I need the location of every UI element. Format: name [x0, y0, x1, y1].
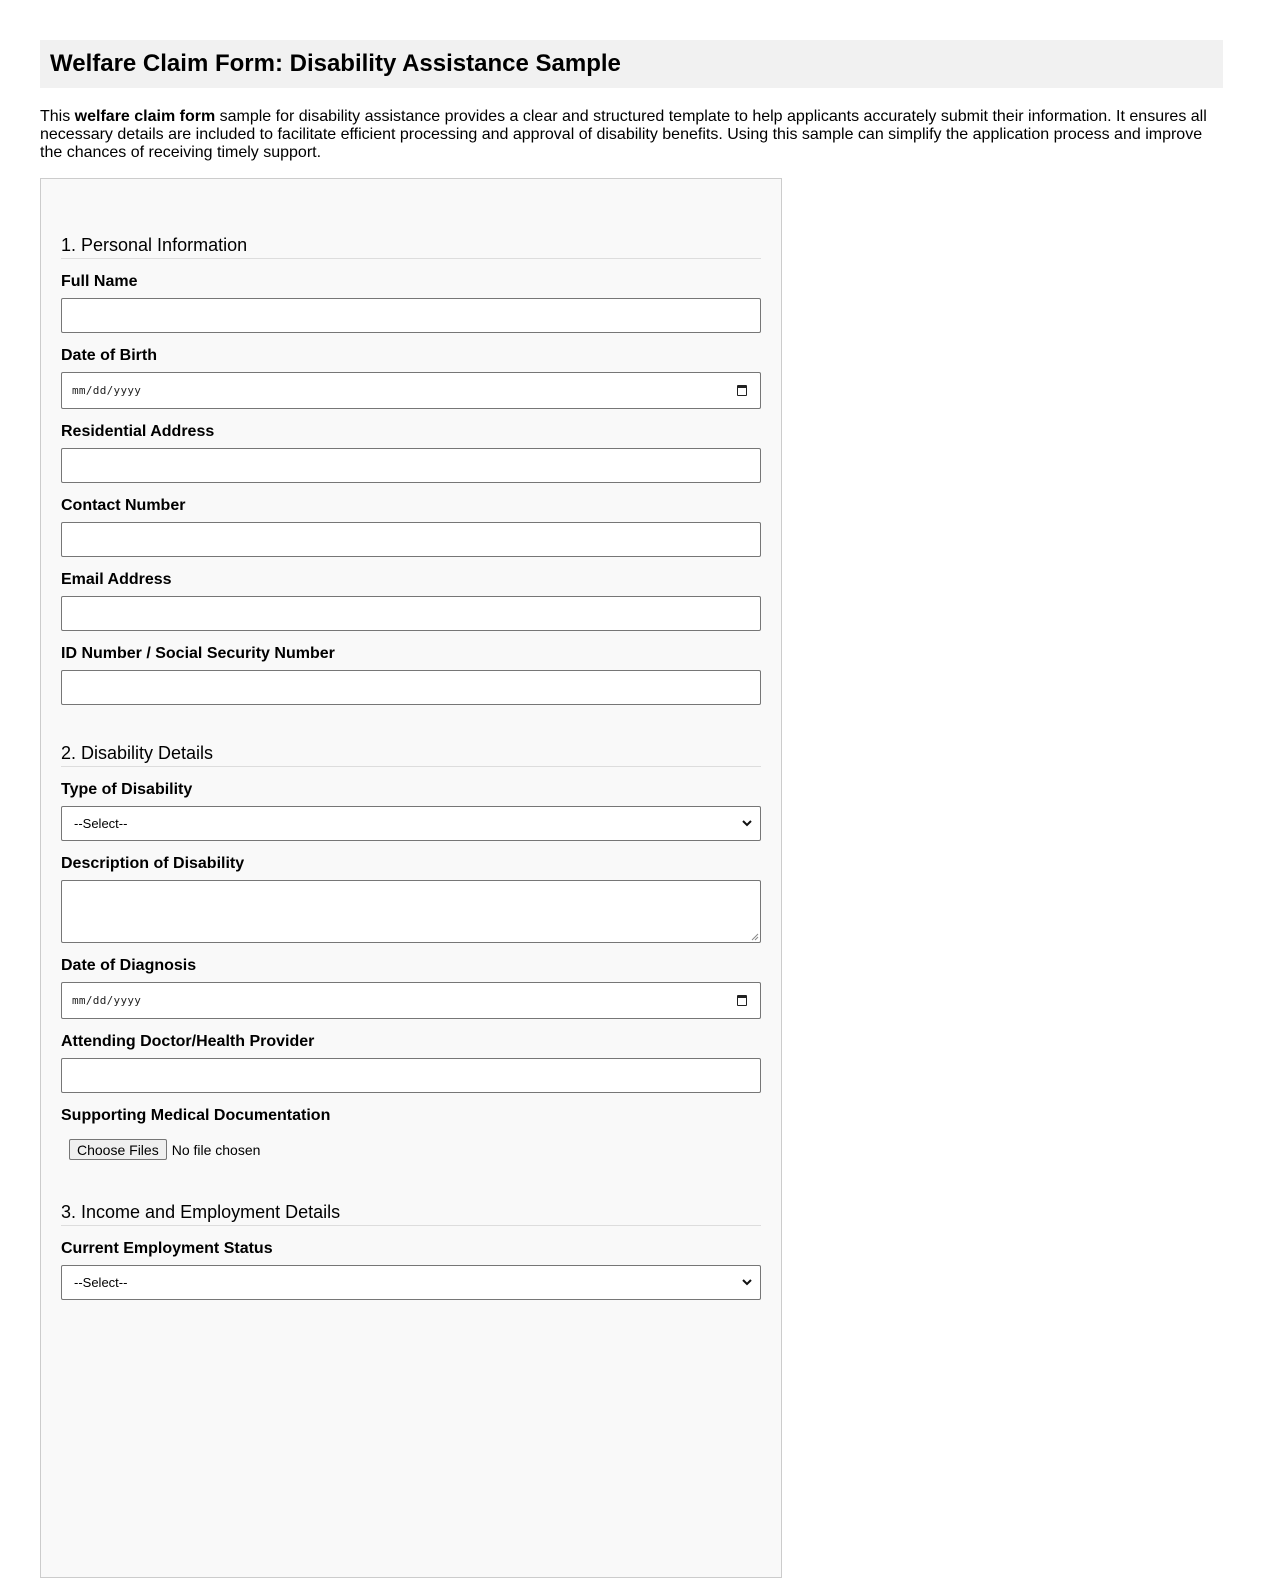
- doctor-label: Attending Doctor/Health Provider: [61, 1033, 315, 1050]
- full-name-input[interactable]: [61, 298, 761, 333]
- employment-status-label: Current Employment Status: [61, 1240, 273, 1257]
- disability-type-label: Type of Disability: [61, 781, 193, 798]
- address-input[interactable]: [61, 448, 761, 483]
- resize-grip-icon[interactable]: [751, 933, 759, 941]
- choose-files-button[interactable]: Choose Files: [69, 1139, 167, 1160]
- claim-form: [40, 178, 782, 1578]
- disability-type-value: --Select--: [74, 816, 128, 831]
- doctor-input[interactable]: [61, 1058, 761, 1093]
- chevron-down-icon: [740, 816, 754, 830]
- documents-file-input[interactable]: [61, 1139, 761, 1160]
- section-disability-details: 2. Disability Details: [61, 735, 761, 767]
- diagnosis-date-label: Date of Diagnosis: [61, 957, 197, 974]
- file-status: No file chosen: [171, 1141, 261, 1158]
- email-label: Email Address: [61, 571, 172, 588]
- section-personal-info: 1. Personal Information: [61, 227, 761, 259]
- dob-placeholder: mm/dd/yyyy: [72, 384, 142, 397]
- id-number-label: ID Number / Social Security Number: [61, 645, 335, 662]
- calendar-icon[interactable]: [737, 995, 747, 1006]
- disability-description-label: Description of Disability: [61, 855, 245, 872]
- employment-status-value: --Select--: [74, 1275, 128, 1290]
- documents-label: Supporting Medical Documentation: [61, 1107, 331, 1124]
- full-name-label: Full Name: [61, 273, 138, 290]
- intro-paragraph: [40, 108, 1220, 162]
- calendar-icon[interactable]: [737, 385, 747, 396]
- title-bar: [40, 40, 1223, 88]
- disability-description-textarea[interactable]: [61, 880, 761, 943]
- email-input[interactable]: [61, 596, 761, 631]
- address-label: Residential Address: [61, 423, 215, 440]
- section-income-employment: 3. Income and Employment Details: [61, 1194, 761, 1226]
- intro-prefix: This: [40, 108, 75, 125]
- intro-bold: welfare claim form: [74, 108, 216, 125]
- intro-suffix: sample for disability assistance provides a clear and structured template to help applicants accurately submit their information. It ensures all necessary details are included to facilitate efficient processing and approval of disability benefits. Using this sample can simplify the application process and improve the chances of receiving timely support.: [40, 108, 1207, 161]
- dob-input[interactable]: [61, 372, 761, 409]
- employment-status-select[interactable]: [61, 1265, 761, 1300]
- form-viewport: [40, 178, 782, 1290]
- dob-label: Date of Birth: [61, 347, 157, 364]
- contact-label: Contact Number: [61, 497, 186, 514]
- chevron-down-icon: [740, 1275, 754, 1289]
- page-title: Welfare Claim Form: Disability Assistance Sample: [50, 50, 621, 77]
- diagnosis-date-input[interactable]: [61, 982, 761, 1019]
- diagnosis-date-placeholder: mm/dd/yyyy: [72, 994, 142, 1007]
- id-number-input[interactable]: [61, 670, 761, 705]
- page: [40, 40, 1223, 162]
- contact-input[interactable]: [61, 522, 761, 557]
- disability-type-select[interactable]: [61, 806, 761, 841]
